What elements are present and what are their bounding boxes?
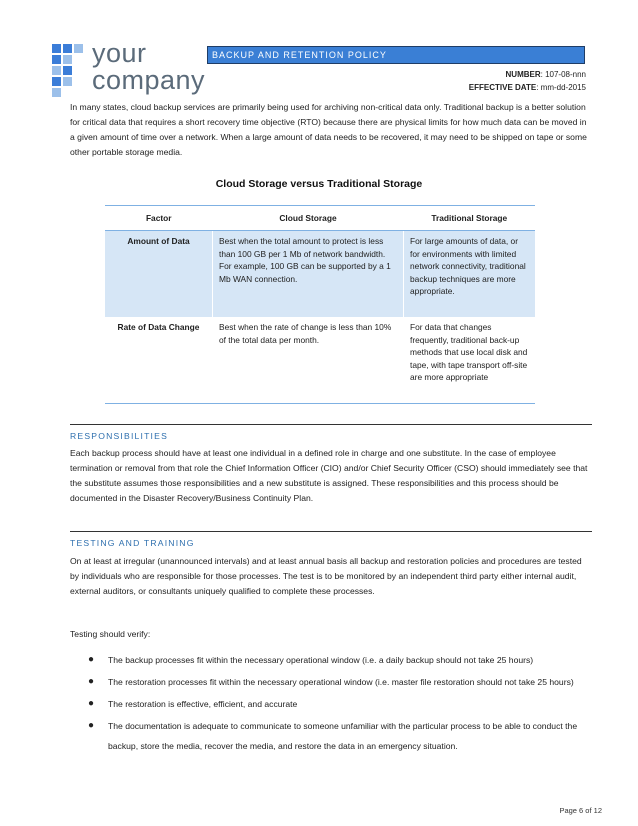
policy-number-value: : 107-08-nnn <box>540 70 586 79</box>
list-item <box>88 716 598 756</box>
row-cloud: Best when the rate of change is less than 10% of the total data per month. <box>213 317 404 404</box>
testing-heading: TESTING AND TRAINING <box>70 538 195 548</box>
section-divider <box>70 424 592 425</box>
logo-line-2: company <box>92 65 206 95</box>
row-factor: Rate of Data Change <box>105 317 213 404</box>
bullet-icon: ● <box>88 676 95 687</box>
policy-title-banner: BACKUP AND RETENTION POLICY <box>207 46 585 64</box>
bullet-text: The restoration processes fit within the necessary operational window (i.e. master file restoration should not take 25 hours) <box>108 677 574 687</box>
table-row <box>105 231 535 318</box>
table-row <box>105 317 535 404</box>
table-header-factor: Factor <box>105 206 213 231</box>
testing-paragraph: On at least at irregular (unannounced intervals) and at least annual basis all backup and restoration policies and procedures are tested by individuals who are responsible for those processes. The test is to be monitored by an independent third party either internal audit, external auditors, or consultants uniquely qualified to complete these processes. <box>70 556 582 596</box>
row-traditional: For large amounts of data, or for environments with limited network connectivity, traditional backup techniques are more appropriate. <box>404 231 536 318</box>
intro-paragraph: In many states, cloud backup services are primarily being used for archiving non-critical data only. Traditional backup is a better solution for critical data that requires a short recovery time objective (RTO) because there are physical limits for how much data can be moved in a given amount of time over a network. When a large amount of data needs to be recovered, it may need to be shipped on tape or some other portable storage media. <box>70 102 587 157</box>
policy-number <box>506 70 586 79</box>
row-factor: Amount of Data <box>105 231 213 318</box>
section-divider <box>70 531 592 532</box>
table-header-cloud: Cloud Storage <box>213 206 404 231</box>
responsibilities-heading: RESPONSIBILITIES <box>70 431 168 441</box>
policy-number-label: NUMBER <box>505 70 541 79</box>
testing-verify-intro: Testing should verify: <box>70 629 151 639</box>
logo-wordmark <box>92 40 205 94</box>
page-number: Page 6 of 12 <box>559 806 602 815</box>
logo-line-1: your <box>92 38 147 68</box>
effective-date-label: EFFECTIVE DATE <box>468 83 537 92</box>
testing-bullet-list <box>88 650 598 756</box>
logo-squares-icon <box>52 44 88 96</box>
bullet-icon: ● <box>88 720 95 731</box>
list-item <box>88 694 598 714</box>
bullet-text: The backup processes fit within the necessary operational window (i.e. a daily backup should not take 25 hours) <box>108 655 534 665</box>
effective-date <box>469 83 586 92</box>
bullet-text: The documentation is adequate to communicate to someone unfamiliar with the particular process to be able to conduct the backup, store the media, recover the media, and restore the data in an emergency situation. <box>108 721 578 751</box>
table-title: Cloud Storage versus Traditional Storage <box>215 178 423 190</box>
comparison-table <box>105 205 535 404</box>
table-header-traditional: Traditional Storage <box>404 206 536 231</box>
row-traditional: For data that changes frequently, traditional back-up methods that use local disk and tape, with tape transport off-site are more appropriate <box>404 317 536 404</box>
bullet-icon: ● <box>88 654 95 665</box>
effective-date-value: : mm-dd-2015 <box>536 83 586 92</box>
company-logo <box>52 38 206 102</box>
row-cloud: Best when the total amount to protect is less than 100 GB per 1 Mb of network bandwidth. For example, 100 GB can be supported by a 1 Mb WAN connection. <box>213 231 404 318</box>
list-item <box>88 650 598 670</box>
bullet-icon: ● <box>88 698 95 709</box>
bullet-text: The restoration is effective, efficient, and accurate <box>108 699 298 709</box>
responsibilities-paragraph: Each backup process should have at least one individual in a defined role in charge and one substitute. In the case of employee termination or removal from that role the Chief Information Officer (CIO) and/or Chief Security Officer (CSO) should immediately see that the substitute assumes those responsibilities and a new substitute is assigned. These responsibilities and this process should be documented in the Disaster Recovery/Business Continuity Plan. <box>70 448 588 503</box>
list-item <box>88 672 598 692</box>
